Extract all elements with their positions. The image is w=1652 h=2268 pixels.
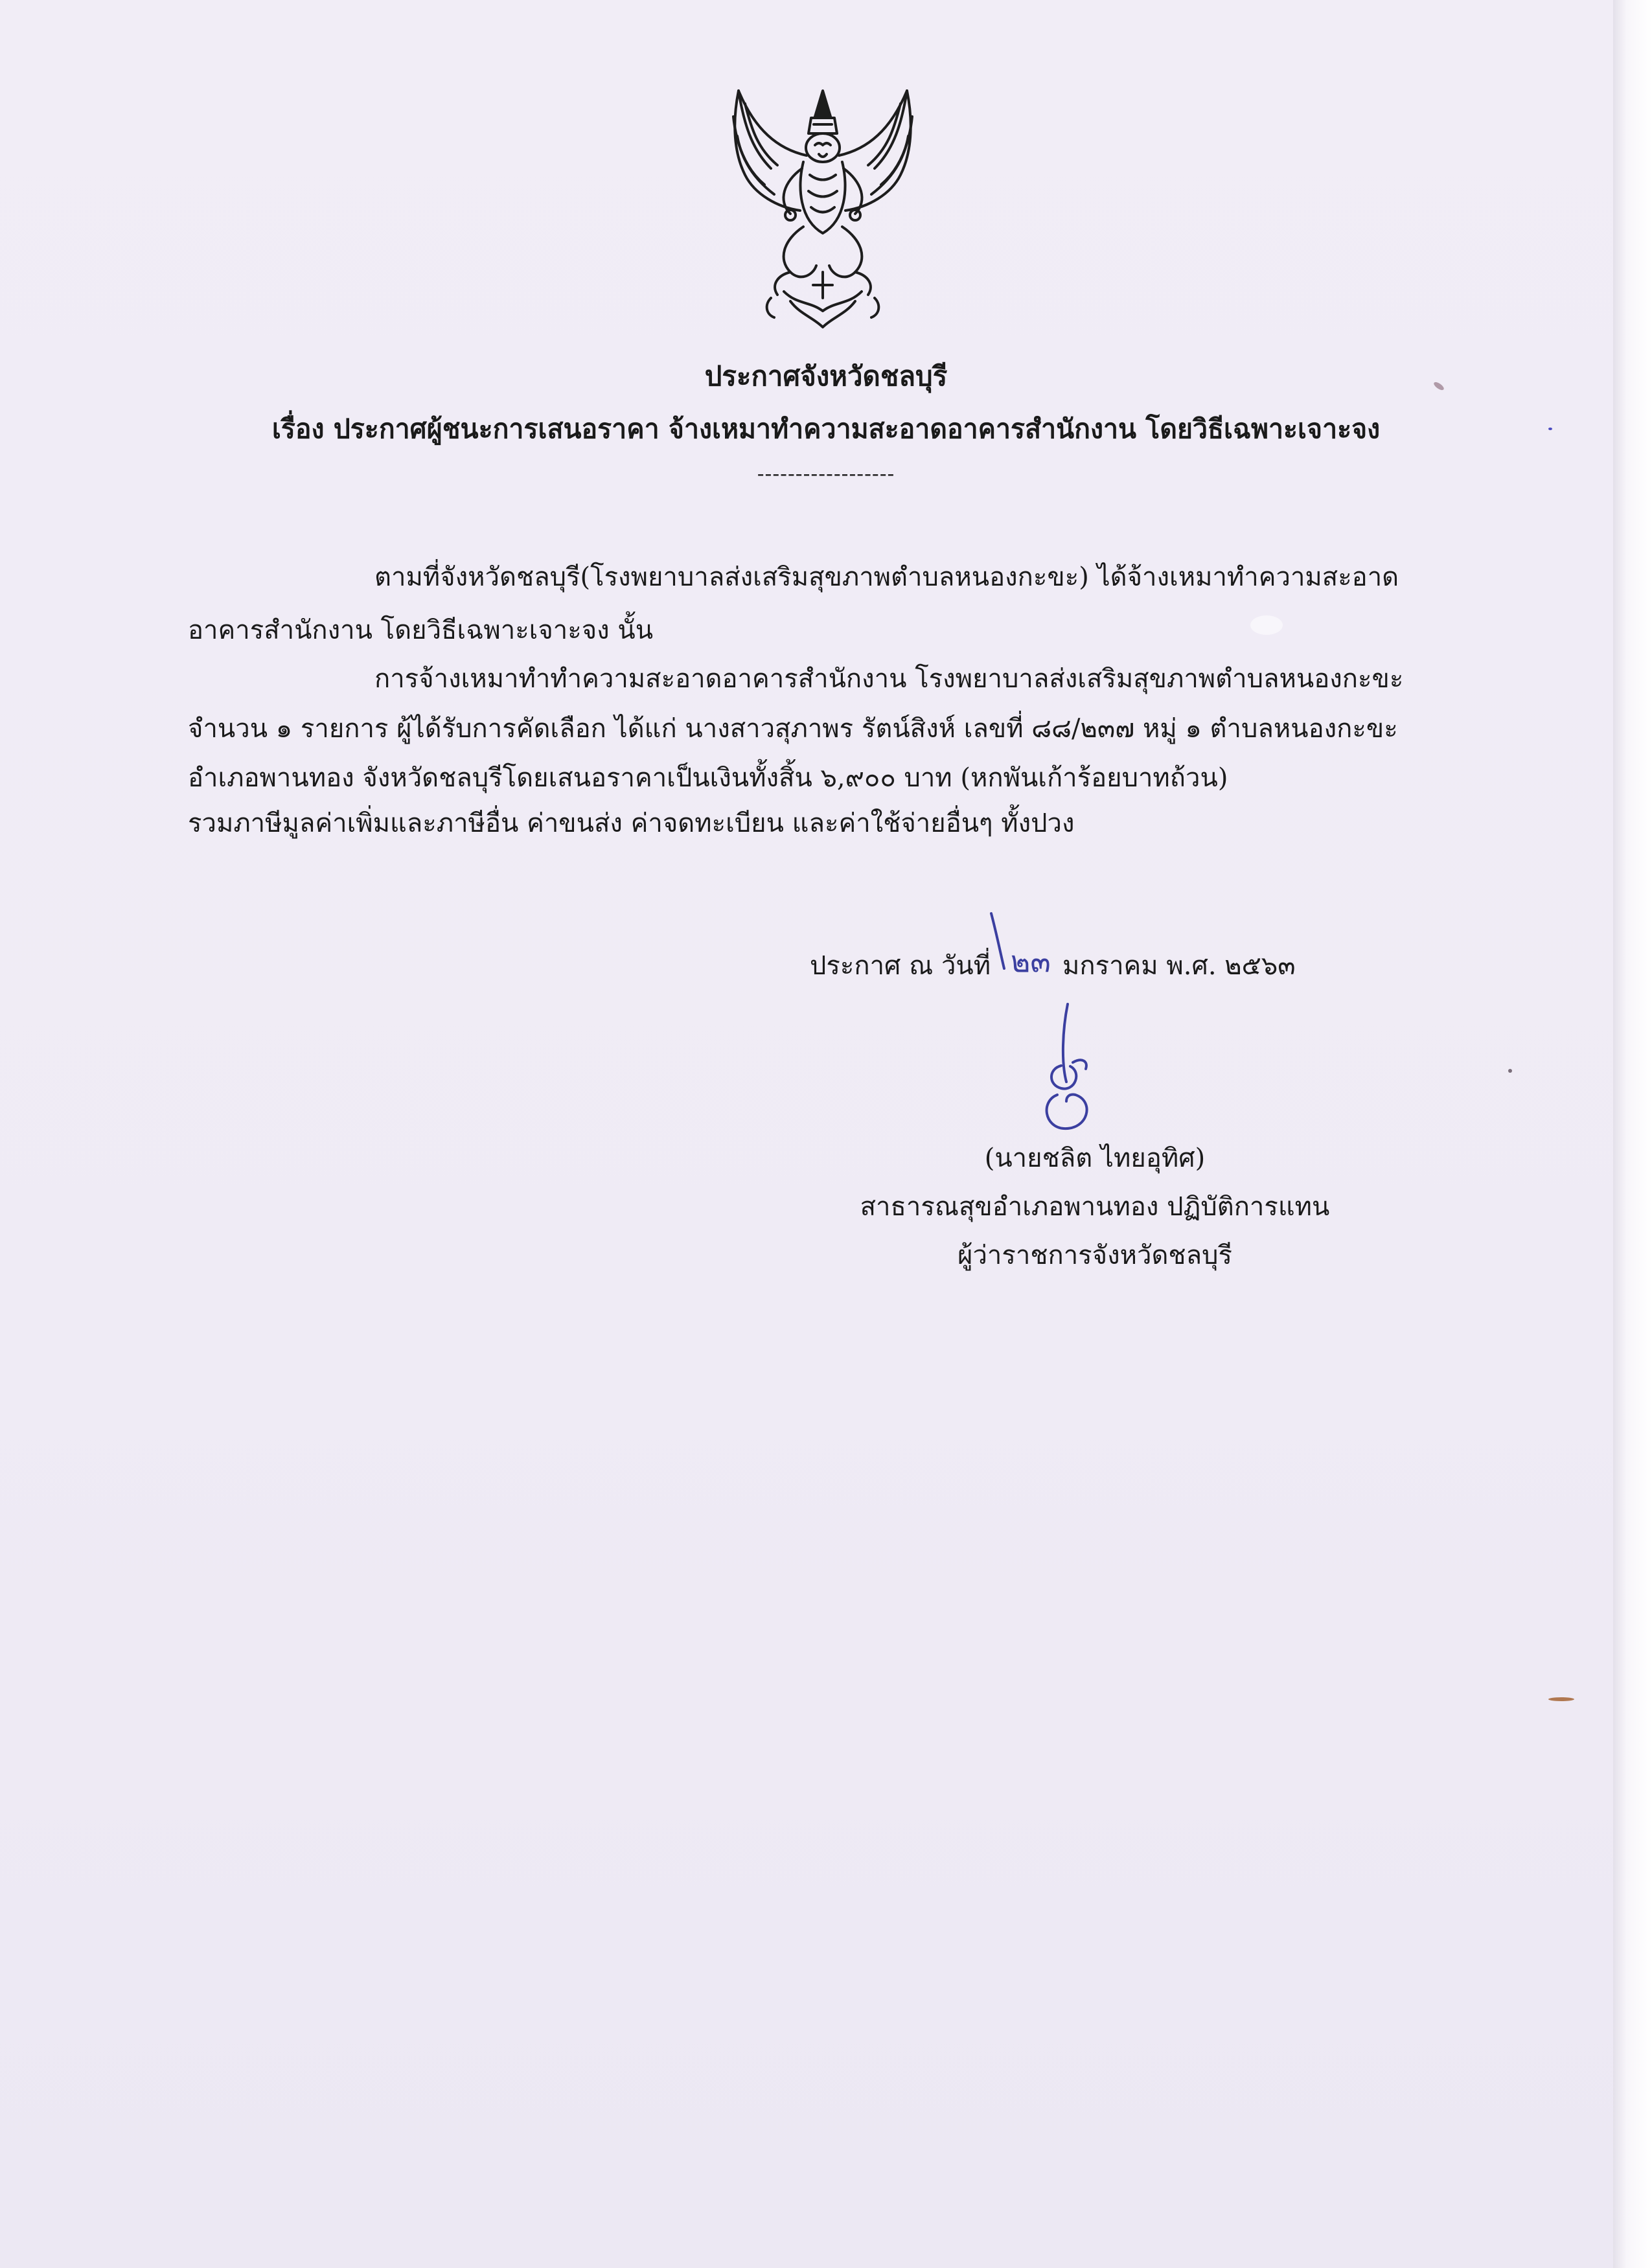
- signer-position: สาธารณสุขอำเภอพานทอง ปฏิบัติการแทน: [860, 1192, 1330, 1222]
- paragraph-1-line-1: ตามที่จังหวัดชลบุรี(โรงพยาบาลส่งเสริมสุขภาพตำบลหนองกะขะ) ได้จ้างเหมาทำความสะอาด: [374, 562, 1399, 592]
- paragraph-2-line-3: อำเภอพานทอง จังหวัดชลบุรีโดยเสนอราคาเป็นเงินทั้งสิ้น ๖,๙๐๐ บาท (หกพันเก้าร้อยบาทถ้วน): [188, 763, 1228, 793]
- title-divider: ------------------: [757, 461, 895, 486]
- announce-date-day-handwritten: ๒๓: [1011, 944, 1051, 979]
- document-title: ประกาศจังหวัดชลบุรี: [704, 360, 948, 392]
- scan-speck: [1250, 615, 1283, 635]
- paragraph-2-line-2: จำนวน ๑ รายการ ผู้ได้รับการคัดเลือก ได้แก่ นางสาวสุภาพร รัตน์สิงห์ เลขที่ ๘๘/๒๓๗ หมู่ ๑ ตำบลหนองกะขะ: [188, 714, 1398, 744]
- signer-name: (นายชลิต ไทยอุทิศ): [984, 1143, 1206, 1173]
- paragraph-1-line-2: อาคารสำนักงาน โดยวิธีเฉพาะเจาะจง นั้น: [188, 615, 654, 645]
- paper-edge: [1613, 0, 1652, 2268]
- signer-office: ผู้ว่าราชการจังหวัดชลบุรี: [958, 1241, 1232, 1270]
- announce-date-prefix: ประกาศ ณ วันที่: [810, 951, 991, 981]
- garuda-emblem-icon: [693, 78, 952, 337]
- scan-speck: [1548, 1697, 1574, 1701]
- scan-speck: [1508, 1069, 1512, 1073]
- document-subject: เรื่อง ประกาศผู้ชนะการเสนอราคา จ้างเหมาทำความสะอาดอาคารสำนักงาน โดยวิธีเฉพาะเจาะจง: [271, 413, 1381, 444]
- paragraph-2-line-1: การจ้างเหมาทำทำความสะอาดอาคารสำนักงาน โรงพยาบาลส่งเสริมสุขภาพตำบลหนองกะขะ: [374, 664, 1404, 694]
- handwritten-signature-icon: [985, 907, 1140, 1140]
- announce-date-month-year: มกราคม พ.ศ. ๒๕๖๓: [1062, 951, 1296, 981]
- paragraph-2-line-4: รวมภาษีมูลค่าเพิ่มและภาษีอื่น ค่าขนส่ง ค่าจดทะเบียน และค่าใช้จ่ายอื่นๆ ทั้งปวง: [188, 808, 1075, 838]
